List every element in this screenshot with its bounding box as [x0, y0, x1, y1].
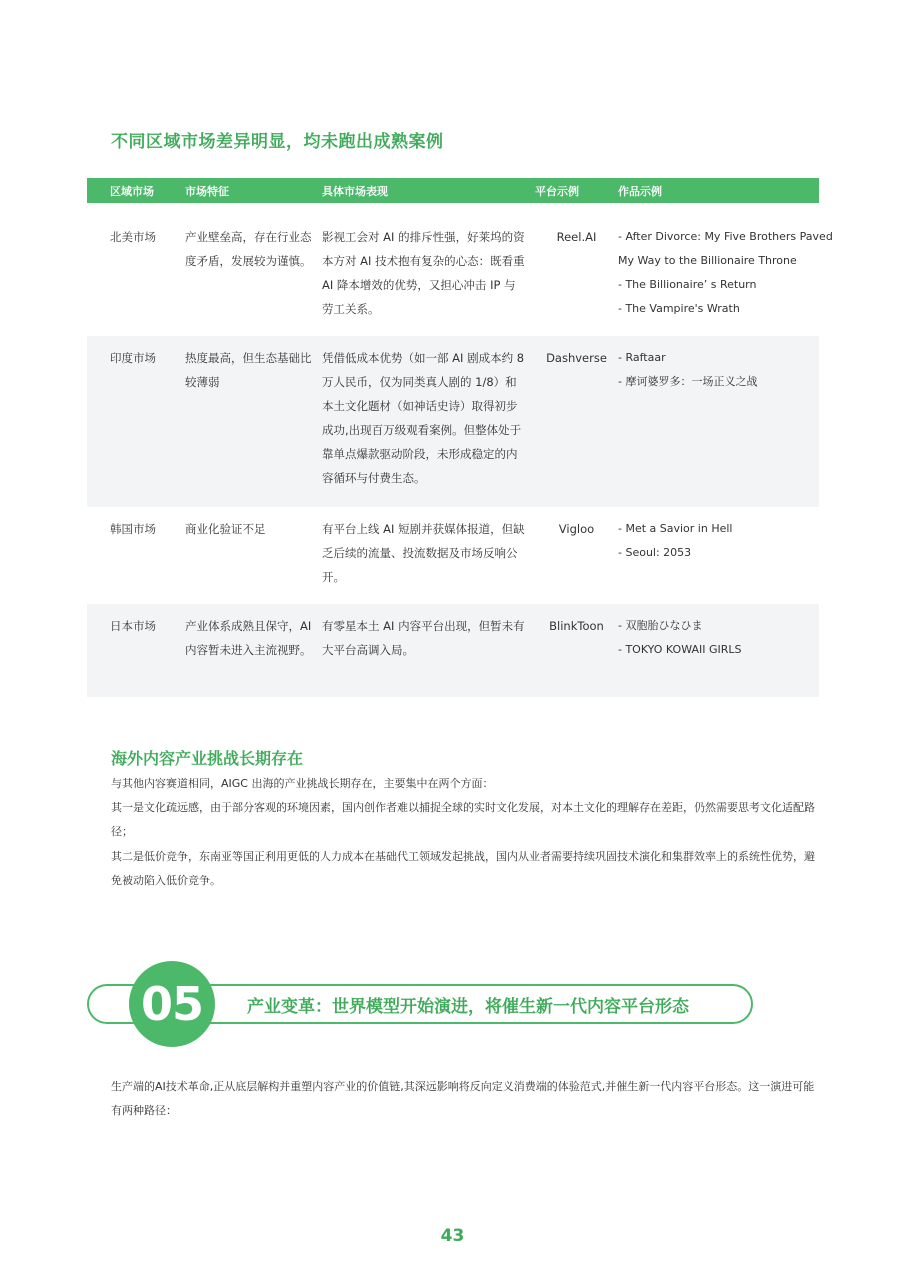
- table-row: [87, 336, 819, 507]
- performance-cell: 有平台上线 AI 短剧并获媒体报道，但缺乏后续的流量、投流数据及市场反响公开。: [322, 522, 525, 584]
- feature-cell: 商业化验证不足: [185, 522, 266, 536]
- table-row: [87, 203, 819, 336]
- work-item: My Way to the Billionaire Throne: [618, 254, 797, 267]
- feature-cell: 热度最高，但生态基础比较薄弱: [185, 351, 312, 389]
- challenge-title: 海外内容产业挑战长期存在: [111, 749, 304, 768]
- header-feature: 市场特征: [185, 178, 322, 203]
- challenge-point-2: 其二是低价竞争，东南亚等国正利用更低的人力成本在基础代工领域发起挑战，国内从业者需要持续巩固技术演化和集群效率上的系统性优势，避免被动陷入低价竞争。: [111, 850, 815, 887]
- header-performance: 具体市场表现: [322, 178, 535, 203]
- work-item: - Seoul: 2053: [618, 546, 692, 559]
- work-item: - After Divorce: My Five Brothers Paved: [618, 230, 833, 243]
- region-cell: 印度市场: [110, 351, 156, 365]
- market-table: [87, 178, 833, 697]
- region-cell: 北美市场: [110, 230, 156, 244]
- performance-cell: 凭借低成本优势（如一部 AI 剧成本约 8 万人民币，仅为同类真人剧的 1/8）和本土文化题材（如神话史诗）取得初步成功,出现百万级观看案例。但整体处于靠单点爆款驱动阶段，未形成稳定的内容循环与付费生态。: [322, 351, 525, 485]
- table-row: [87, 604, 819, 697]
- platform-cell: Dashverse: [546, 351, 607, 365]
- region-cell: 韩国市场: [110, 522, 156, 536]
- platform-cell: Vigloo: [558, 522, 595, 536]
- platform-cell: Reel.AI: [556, 230, 597, 244]
- work-item: - 摩诃婆罗多：一场正义之战: [618, 375, 758, 388]
- work-item: - Raftaar: [618, 351, 666, 364]
- platform-cell: BlinkToon: [549, 619, 604, 633]
- table-header-row: [87, 178, 819, 203]
- challenge-intro: 与其他内容赛道相同，AIGC 出海的产业挑战长期存在，主要集中在两个方面：: [111, 777, 494, 790]
- chapter-body: 生产端的AI技术革命,正从底层解构并重塑内容产业的价值链,其深远影响将反向定义消费端的体验范式,并催生新一代内容平台形态。这一演进可能有两种路径：: [111, 1080, 815, 1117]
- table-row: [87, 507, 819, 604]
- page-number: 43: [440, 1226, 465, 1246]
- header-platform: 平台示例: [535, 178, 618, 203]
- challenge-point-1: 其一是文化疏远感，由于部分客观的环境因素，国内创作者难以捕捉全球的实时文化发展，对本土文化的理解存在差距，仍然需要思考文化适配路径；: [111, 801, 815, 838]
- performance-cell: 影视工会对 AI 的排斥性强，好莱坞的资本方对 AI 技术抱有复杂的心态：既看重 AI 降本增效的优势，又担心冲击 IP 与劳工关系。: [322, 230, 525, 316]
- section-title: 不同区域市场差异明显，均未跑出成熟案例: [111, 132, 444, 152]
- work-item: - 双胞胎ひなひま: [618, 619, 703, 632]
- header-region: 区域市场: [87, 178, 185, 203]
- work-item: - TOKYO KOWAII GIRLS: [618, 643, 742, 656]
- header-works: 作品示例: [618, 178, 819, 203]
- chapter-number-badge: 05: [129, 961, 215, 1047]
- feature-cell: 产业体系成熟且保守，AI 内容暂未进入主流视野。: [185, 619, 312, 657]
- region-cell: 日本市场: [110, 619, 156, 633]
- feature-cell: 产业壁垒高，存在行业态度矛盾，发展较为谨慎。: [185, 230, 312, 268]
- performance-cell: 有零星本土 AI 内容平台出现，但暂未有大平台高调入局。: [322, 619, 525, 657]
- chapter-title: 产业变革：世界模型开始演进，将催生新一代内容平台形态: [247, 997, 689, 1017]
- work-item: - Met a Savior in Hell: [618, 522, 733, 535]
- work-item: - The Billionaire’ s Return: [618, 278, 757, 291]
- work-item: - The Vampire's Wrath: [618, 302, 740, 315]
